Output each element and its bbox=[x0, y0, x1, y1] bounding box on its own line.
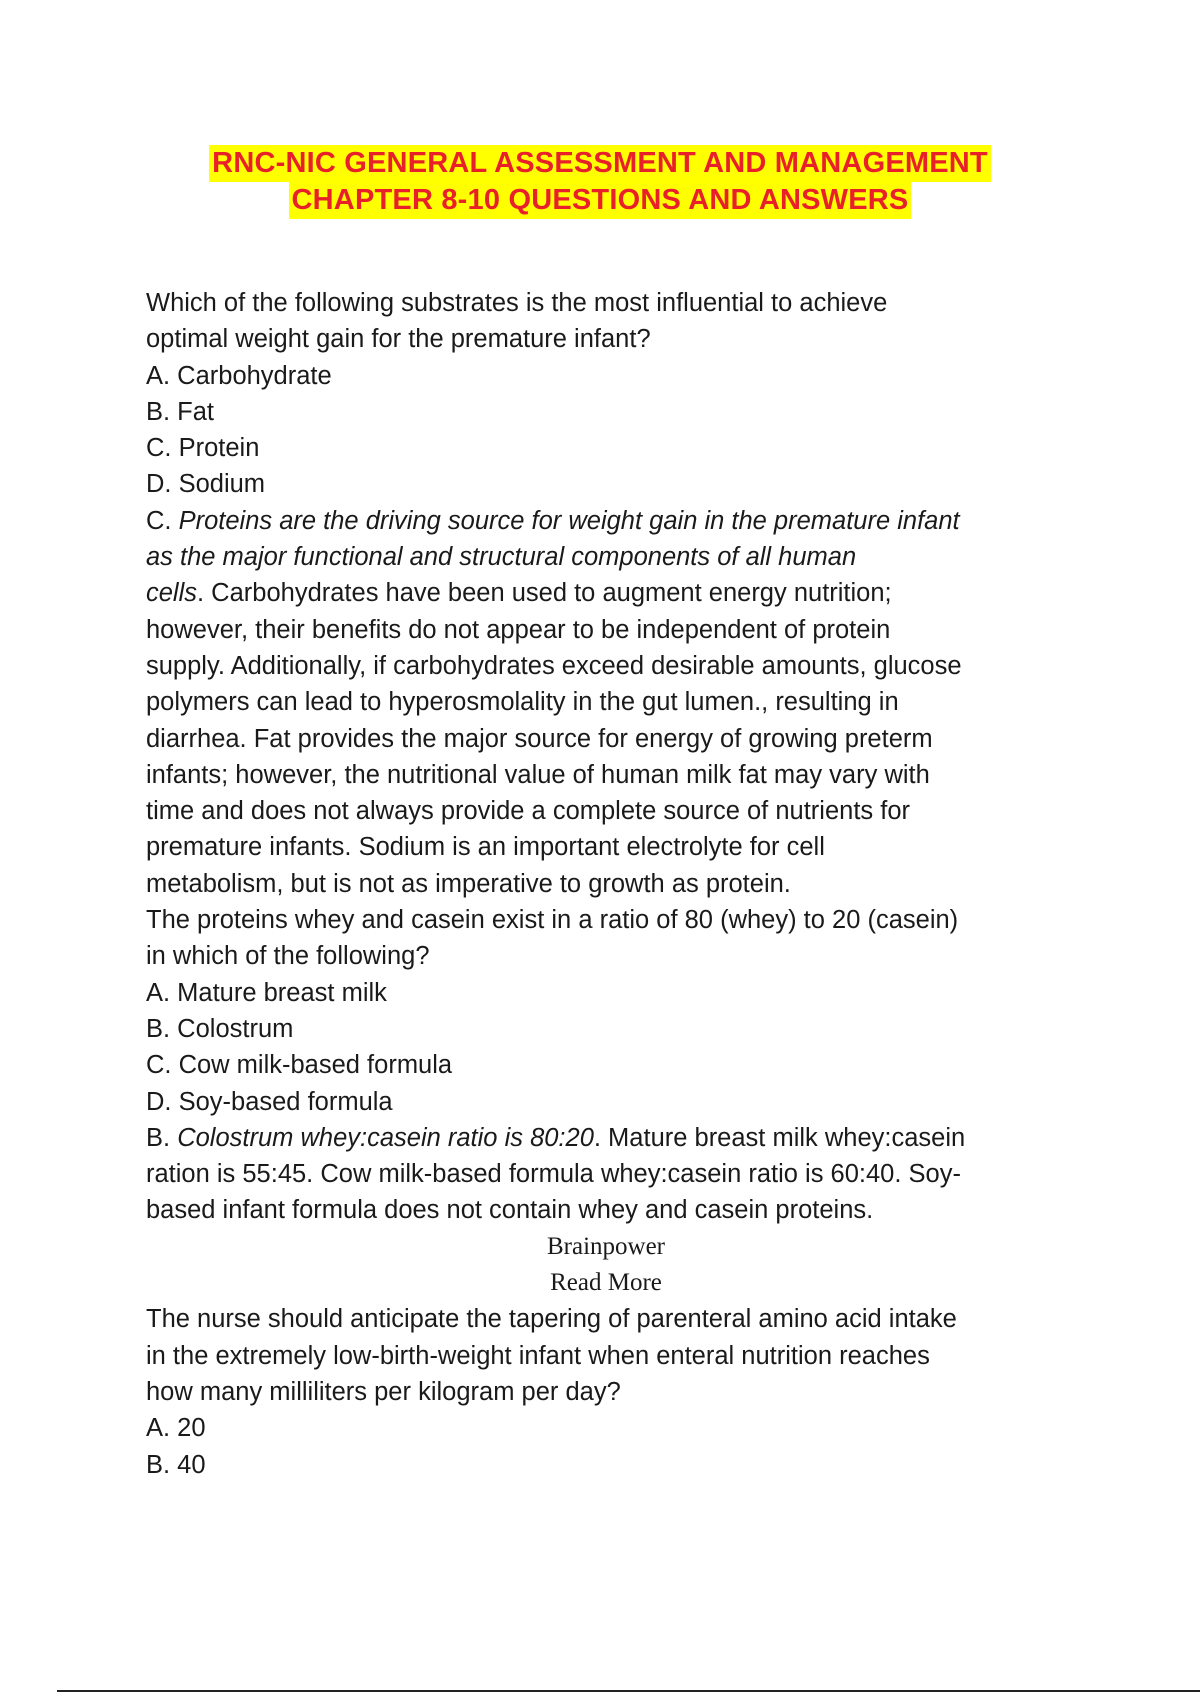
footer-divider bbox=[57, 1690, 1200, 1692]
answer-key-statement: Colostrum whey:casein ratio is 80:20 bbox=[177, 1123, 594, 1152]
answer-option: B. Colostrum bbox=[146, 1014, 294, 1043]
answer-explanation bbox=[146, 575, 1066, 611]
answer-option: C. Cow milk-based formula bbox=[146, 1051, 453, 1080]
question-3 bbox=[146, 1301, 1066, 1482]
document-title bbox=[0, 145, 1200, 219]
brainpower-brand: Brainpower bbox=[546, 1232, 666, 1260]
explanation-text: infants; however, the nutritional value of human milk fat may vary with bbox=[146, 760, 930, 789]
explanation-text: metabolism, but is not as imperative to growth as protein. bbox=[146, 869, 791, 898]
answer-option: B. Fat bbox=[146, 397, 215, 426]
answer-option: A. 20 bbox=[146, 1414, 206, 1443]
explanation-text: . Mature breast milk whey:casein bbox=[593, 1123, 966, 1152]
answer-explanation bbox=[146, 503, 1066, 539]
answer-key-statement: cells bbox=[146, 579, 198, 608]
explanation-text: premature infants. Sodium is an important electrolyte for cell bbox=[146, 833, 825, 862]
answer-option: A. Mature breast milk bbox=[146, 978, 387, 1007]
document-body bbox=[146, 285, 1066, 1483]
explanation-text: diarrhea. Fat provides the major source for energy of growing preterm bbox=[146, 724, 933, 753]
question-2 bbox=[146, 902, 1066, 1229]
answer-option: B. 40 bbox=[146, 1450, 206, 1479]
read-more-link[interactable]: Read More bbox=[550, 1269, 662, 1297]
explanation-text: . Carbohydrates have been used to augment energy nutrition; bbox=[197, 579, 892, 608]
answer-option: D. Sodium bbox=[146, 470, 266, 499]
answer-option: A. Carbohydrate bbox=[146, 361, 332, 390]
explanation-text: polymers can lead to hyperosmolality in the gut lumen., resulting in bbox=[146, 688, 899, 717]
question-stem: The proteins whey and casein exist in a ratio of 80 (whey) to 20 (casein) bbox=[146, 906, 959, 935]
explanation-text: based infant formula does not contain whey and casein proteins. bbox=[146, 1196, 874, 1225]
question-stem: in which of the following? bbox=[146, 942, 430, 971]
answer-key-statement: as the major functional and structural components of all human bbox=[146, 543, 857, 572]
answer-letter: B. bbox=[146, 1123, 171, 1152]
answer-explanation bbox=[146, 1120, 1066, 1156]
answer-option: C. Protein bbox=[146, 434, 260, 463]
question-1 bbox=[146, 285, 1066, 902]
answer-option: D. Soy-based formula bbox=[146, 1087, 393, 1116]
explanation-text: ration is 55:45. Cow milk-based formula whey:casein ratio is 60:40. Soy- bbox=[146, 1160, 961, 1189]
question-stem: how many milliliters per kilogram per day? bbox=[146, 1377, 621, 1406]
explanation-text: time and does not always provide a complete source of nutrients for bbox=[146, 797, 910, 826]
question-stem: in the extremely low-birth-weight infant when enteral nutrition reaches bbox=[146, 1341, 930, 1370]
explanation-text: supply. Additionally, if carbohydrates exceed desirable amounts, glucose bbox=[146, 651, 962, 680]
title-line-2: CHAPTER 8-10 QUESTIONS AND ANSWERS bbox=[289, 182, 912, 219]
question-stem: optimal weight gain for the premature infant? bbox=[146, 325, 651, 354]
explanation-text: however, their benefits do not appear to be independent of protein bbox=[146, 615, 891, 644]
title-line-1: RNC-NIC GENERAL ASSESSMENT AND MANAGEMENT bbox=[209, 145, 991, 182]
question-stem: Which of the following substrates is the most influential to achieve bbox=[146, 289, 888, 317]
question-stem: The nurse should anticipate the tapering of parenteral amino acid intake bbox=[146, 1305, 957, 1334]
answer-key-statement: Proteins are the driving source for weight gain in the premature infant bbox=[178, 506, 960, 535]
answer-letter: C. bbox=[146, 506, 172, 535]
